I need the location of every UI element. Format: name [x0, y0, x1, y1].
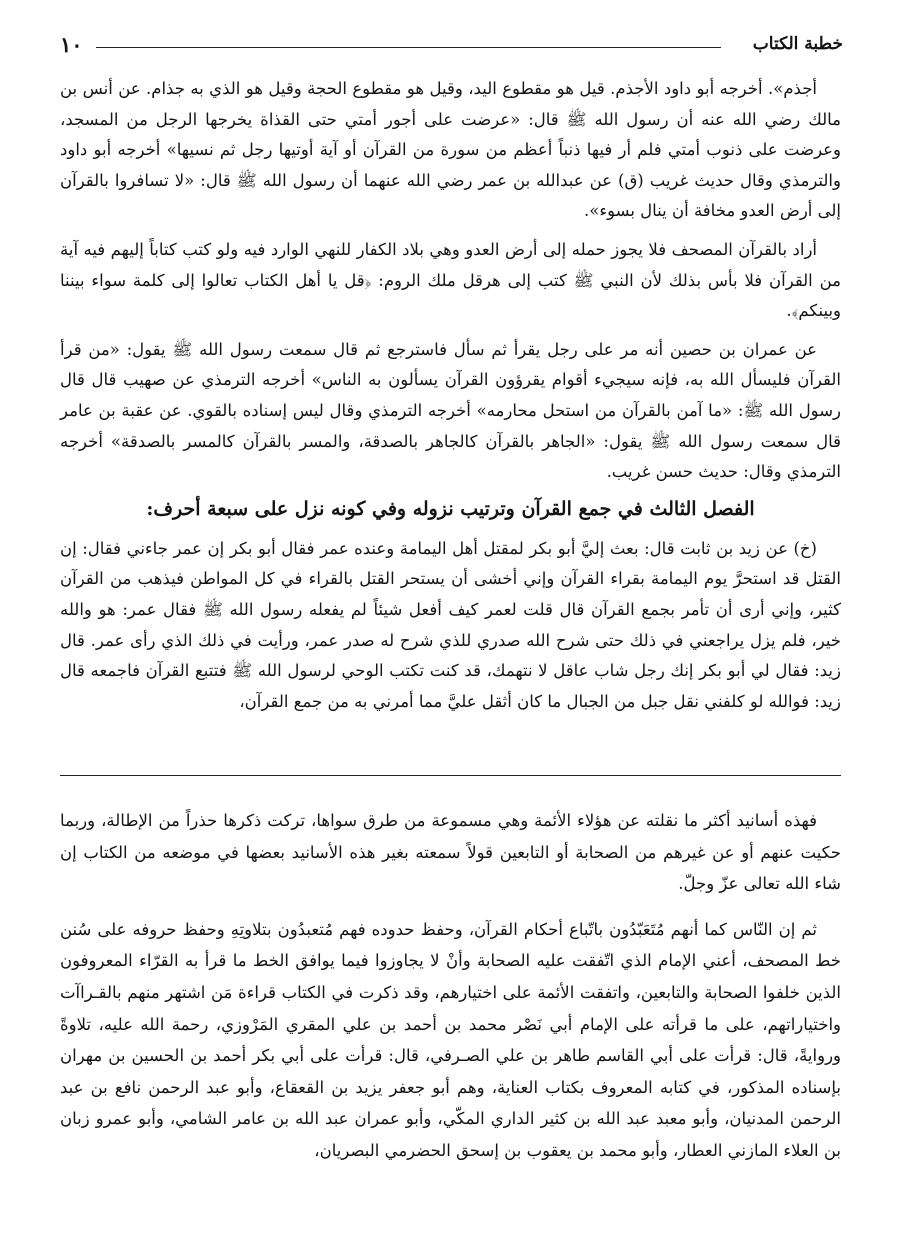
separator-rule [60, 775, 841, 776]
paragraph: (خ) عن زيد بن ثابت قال: بعث إليَّ أبو بكر لمقتل أهل اليمامة وعنده عمر فقال أبو بكر إن عمر جاءني فقال: إن القتل قد استحرَّ يوم اليمامة بقراء القرآن وإني أخشى أن يستحر القتل بالقراء في كل المواطن فيذهب من القرآن كثير، وإني أرى أن تأمر بجمع القرآن قال قلت لعمر كيف أفعل شيئاً لم يفعله رسول الله ﷺ فقال عمر: هو والله خير، فلم يزل يراجعني في ذلك حتى شرح الله صدري للذي شرح له صدر عمر، ورأيت في ذلك الذي رأى عمر. قال زيد: فقال لي أبو بكر إنك رجل شاب عاقل لا نتهمك، قد كنت تكتب الوحي لرسول الله ﷺ فتتبع القرآن فاجمعه قال زيد: فوالله لو كلفني نقل جبل من الجبال ما كان أثقل عليَّ مما أمرني به من جمع القرآن، [60, 538, 841, 711]
page-number: ١٠ [60, 32, 83, 57]
paragraph: فهذه أسانيد أكثر ما نقلته عن هؤلاء الأئمة وهي مسموعة من طرق سواها، تركت ذكرها حذراً من الإطالة، وربما حكيت عنهم أو عن غيرهم من الصحابة أو التابعين قولاً سمعته بغير هذه الأسانيد بعضها في موضعه من الكتاب إن شاء الله تعالى عزّ وجلّ. [60, 811, 841, 894]
section-heading: الفصل الثالث في جمع القرآن وترتيب نزوله وفي كونه نزل على سبعة أحرف: [146, 497, 755, 520]
main-text-block [60, 74, 841, 717]
paragraph: أجذم». أخرجه أبو داود الأجذم. قيل هو مقطوع اليد، وقيل هو مقطوع الحجة وقيل هو الذي به جذام. عن أنس بن مالك رضي الله عنه أن رسول الله ﷺ قال: «عرضت على أجور أمتي حتى القذاة يخرجها الرجل من المسجد، وعرضت على ذنوب أمتي فلم أر فيها ذنباً أعظم من سورة من القرآن أو آية أوتيها رجل ثم نسيها» أخرجه أبو داود والترمذي وقال حديث غريب (ق) عن عبدالله بن عمر رضي الله عنهما أن رسول الله ﷺ قال: «لا تسافروا بالقرآن إلى أرض العدو مخافة أن ينال بسوء». [60, 79, 841, 221]
paragraph: ثم إن النّاس كما أنهم مُتَعَبّدُون باتّباع أحكام القرآن، وحفظ حدوده فهم مُتعبدُون بتلاوتِهِ وحفظ حروفه على سُنن خط المصحف، أعني الإمام الذي اتّفقت عليه الصحابة وأنْ لا يجاوزوا فيما يوافق الخط ما قرأ به القرّاء المعروفون الذين خلفوا الصحابة والتابعين، واتفقت الأئمة على اختيارهم، وقد ذكرت في الكتاب قراءة مَن اشتهر منهم بالقـراآت واختياراتهم، على ما قرأته على الإمام أبي نَصْر محمد بن أحمد بن علي المقري المَرْوزي، رحمة الله عليه، تلاوةً وروايةً، قال: قرأت على أبي القاسم طاهر بن علي الصـرفي، قال: قرأت على أبي بكر أحمد بن الحسين بن مهران بإسناده المذكور، في كتابه المعروف بكتاب العناية، وهم أبو جعفر يزيد بن القعقاع، وأبو عبد الرحمن نافع بن عبد الرحمن المدنيان، وأبو معبد عبد الله بن كثير الداري المكّي، وأبو عمران عبد الله بن عامر الشامي، وأبو عمرو زبان بن العلاء المازني العطار، وأبو محمد بن يعقوب بن إسحق الحضرمي البصريان، [60, 919, 841, 1160]
running-head-title: خطبة الكتاب [752, 34, 843, 54]
running-head [60, 30, 843, 58]
intro-text-block [60, 805, 841, 1167]
paragraph: عن عمران بن حصين أنه مر على رجل يقرأ ثم سأل فاسترجع ثم قال سمعت رسول الله ﷺ يقول: «من قرأ القرآن فليسأل الله به، فإنه سيجيء أقوام يقرؤون القرآن يسألون به الناس» أخرجه الترمذي عن صهيب قال قال رسول الله ﷺ: «ما آمن بالقرآن من استحل محارمه» أخرجه الترمذي وقال ليس إسناده بالقوي. عن عقبة بن عامر قال سمعت رسول الله ﷺ يقول: «الجاهر بالقرآن كالجاهر بالصدقة، والمسر بالقرآن كالمسر بالصدقة» أخرجه الترمذي وقال: حديث حسن غريب. [60, 339, 841, 482]
paragraph: أراد بالقرآن المصحف فلا يجوز حمله إلى أرض العدو وهي بلاد الكفار للنهي الوارد فيه ولو كتب كتاباً إليهم فيه آية من القرآن فلا بأس بذلك لأن النبي ﷺ كتب إلى هرقل ملك الروم: ﴿قل يا أهل الكتاب تعالوا إلى كلمة سواء بيننا وبينكم﴾. [60, 239, 841, 321]
header-rule [96, 47, 721, 48]
